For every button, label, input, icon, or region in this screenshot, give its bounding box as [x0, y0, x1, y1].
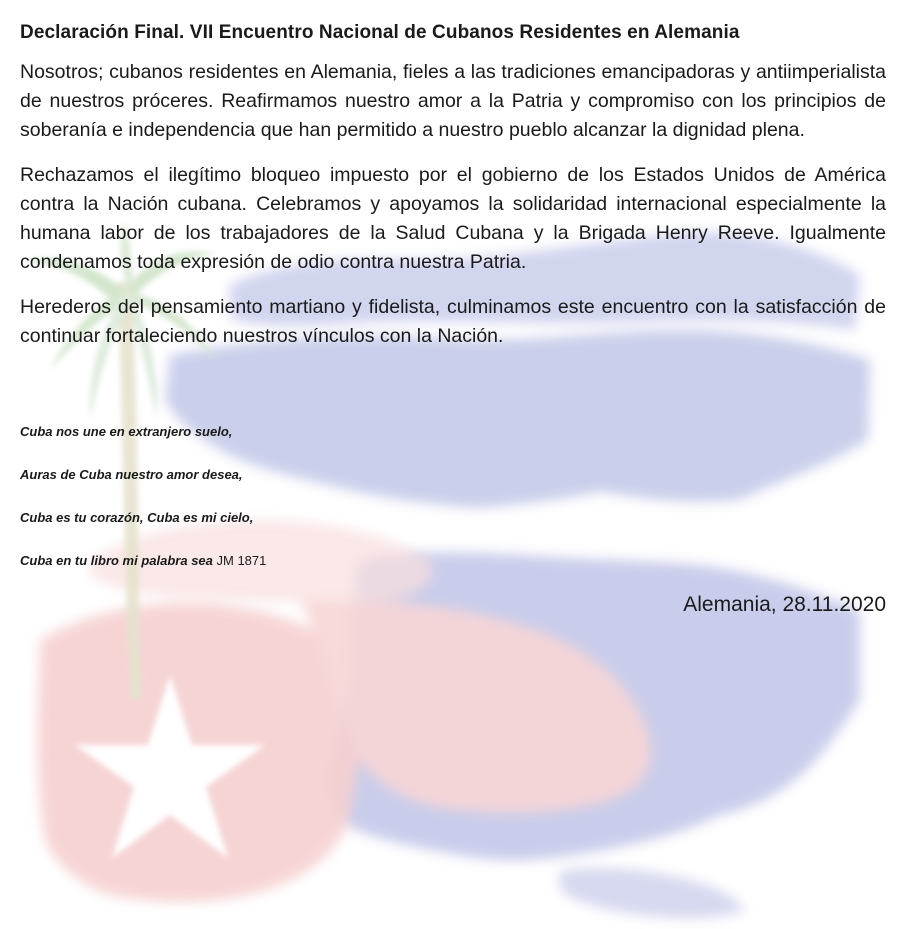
paragraph-2: Rechazamos el ilegítimo bloqueo impuesto por el gobierno de los Estados Unidos de América contra la Nación cubana. Celebramos y apoyamos la solidaridad internacional especialmente la humana labor de los trabajadores de la Salud Cubana y la Brigada Henry Reeve. Igualmente condenamos toda expresión de odio contra nuestra Patria.: [20, 164, 886, 273]
poem-line-4: [20, 552, 886, 570]
document-title: Declaración Final. VII Encuentro Nacional de Cubanos Residentes en Alemania: [20, 22, 740, 43]
poem-line-2: Auras de Cuba nuestro amor desea,: [20, 467, 243, 482]
paragraph-3: Herederos del pensamiento martiano y fidelista, culminamos este encuentro con la satisfacción de continuar fortaleciendo nuestros vínculos con la Nación.: [20, 296, 886, 347]
poem-line-1: Cuba nos une en extranjero suelo,: [20, 424, 233, 439]
poem-line-3: Cuba es tu corazón, Cuba es mi cielo,: [20, 510, 254, 525]
poem-line-4-text: Cuba en tu libro mi palabra sea: [20, 553, 213, 568]
dateline: Alemania, 28.11.2020: [683, 593, 886, 616]
paragraph-1: Nosotros; cubanos residentes en Alemania, fieles a las tradiciones emancipadoras y antiimperialista de nuestros próceres. Reafirmamos nuestro amor a la Patria y compromiso con los principios de soberanía e independencia que han permitido a nuestro pueblo alcanzar la dignidad plena.: [20, 61, 886, 141]
poem-attribution: JM 1871: [216, 553, 267, 568]
poem-block: [20, 423, 886, 570]
